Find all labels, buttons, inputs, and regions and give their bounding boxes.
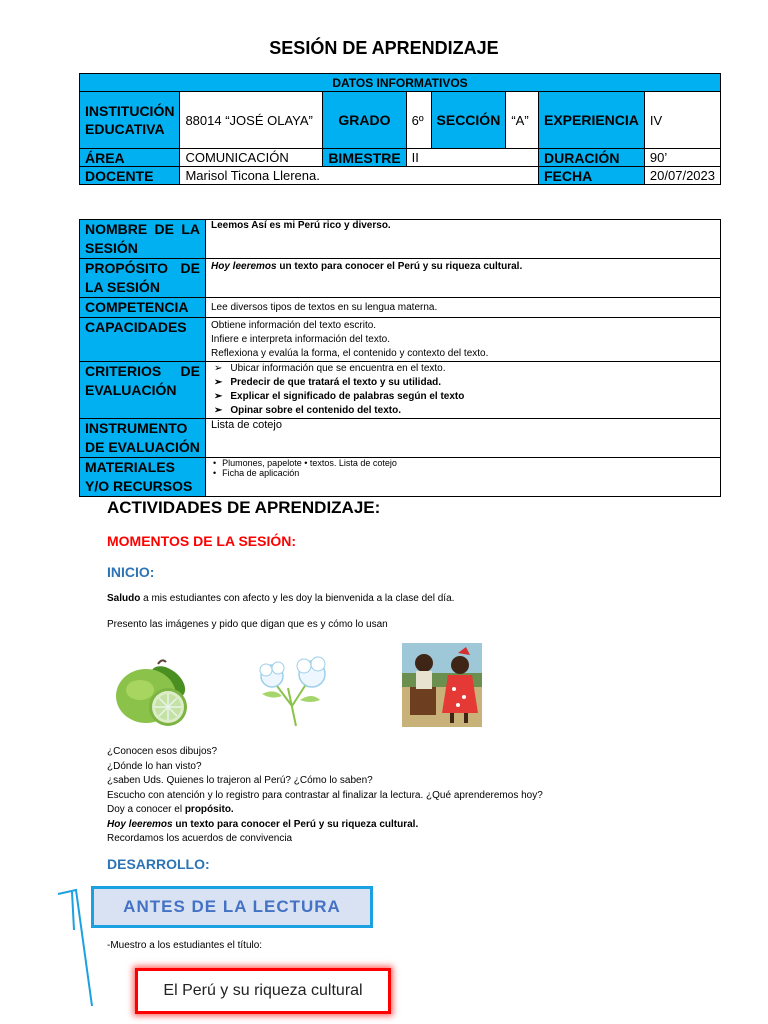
bimestre-label: BIMESTRE — [323, 149, 406, 167]
fecha-value: 20/07/2023 — [644, 167, 720, 185]
titulo-lectura-box: El Perú y su riqueza cultural — [135, 968, 391, 1014]
momentos-heading: MOMENTOS DE LA SESIÓN: — [107, 533, 297, 549]
institucion-label: INSTITUCIÓN EDUCATIVA — [80, 92, 180, 149]
bracket-lines — [56, 886, 96, 1012]
recordamos-line: Recordamos los acuerdos de convivencia — [107, 833, 293, 844]
duracion-value: 90’ — [644, 149, 720, 167]
criterio-item: ➢ Explicar el significado de palabras según el texto — [214, 390, 715, 404]
capacidad-item: Infiere e interpreta información del texto. — [211, 334, 390, 345]
nombre-label: NOMBRE DE LA SESIÓN — [80, 220, 206, 259]
capacidades-label: CAPACIDADES — [80, 318, 206, 362]
materiales-value — [206, 458, 721, 497]
saludo-text: a mis estudiantes con afecto y les doy la bienvenida a la clase del día. — [140, 593, 455, 604]
experiencia-value: IV — [644, 92, 720, 149]
criterio-item: ➢ Opinar sobre el contenido del texto. — [214, 404, 715, 418]
seccion-value: “A” — [506, 92, 539, 149]
afroperuvian-dancers-image — [402, 643, 482, 727]
institucion-value: 88014 “JOSÉ OLAYA” — [180, 92, 323, 149]
grado-value: 6º — [406, 92, 431, 149]
sesion-table — [79, 219, 721, 497]
proposito-emphasis: Hoy leeremos — [211, 261, 277, 272]
grado-label: GRADO — [323, 92, 406, 149]
limes-image — [106, 652, 198, 728]
criterio-item: ➢ Predecir de que tratará el texto y su utilidad. — [214, 376, 715, 390]
area-label: ÁREA — [80, 149, 180, 167]
antes-de-la-lectura-banner: ANTES DE LA LECTURA — [91, 886, 373, 928]
pregunta-line: ¿Dónde lo han visto? — [107, 760, 202, 772]
competencia-value: Lee diversos tipos de textos en su lengua materna. — [206, 298, 721, 318]
pregunta-line: Escucho con atención y lo registro para contrastar al finalizar la lectura. ¿Qué aprenderemos hoy? — [107, 789, 543, 801]
desarrollo-heading: DESARROLLO: — [107, 856, 210, 872]
docente-label: DOCENTE — [80, 167, 180, 185]
criterios-label: CRITERIOS DE EVALUACIÓN — [80, 362, 206, 419]
materiales-label: MATERIALES Y/O RECURSOS — [80, 458, 206, 497]
seccion-label: SECCIÓN — [431, 92, 506, 149]
hoy-text: un texto para conocer el Perú y su riqueza cultural. — [172, 818, 419, 830]
pregunta-line: ¿Conocen esos dibujos? — [107, 746, 218, 757]
proposito-label: PROPÓSITO DE LA SESIÓN — [80, 259, 206, 298]
docente-value: Marisol Ticona Llerena. — [180, 167, 539, 185]
proposito-text: un texto para conocer el Perú y su riqueza cultural. — [276, 261, 523, 272]
capacidades-value — [206, 318, 721, 362]
instrumento-value: Lista de cotejo — [206, 419, 721, 458]
hoy-emphasis: Hoy leeremos — [107, 818, 173, 830]
capacidad-item: Reflexiona y evalúa la forma, el contenido y contexto del texto. — [211, 348, 489, 359]
instrumento-label: INSTRUMENTO DE EVALUACIÓN — [80, 419, 206, 458]
actividades-heading: ACTIVIDADES DE APRENDIZAJE: — [107, 498, 381, 517]
preguntas-block — [107, 745, 543, 847]
criterio-item: ➢ Ubicar información que se encuentra en el texto. — [214, 362, 715, 376]
document-title: SESIÓN DE APRENDIZAJE — [269, 38, 499, 58]
doy-a-conocer-text: Doy a conocer el — [107, 804, 185, 815]
pregunta-line: ¿saben Uds. Quienes lo trajeron al Perú? ¿Cómo lo saben? — [107, 775, 373, 786]
area-value: COMUNICACIÓN — [180, 149, 323, 167]
saludo-line — [107, 592, 454, 607]
presento-line: Presento las imágenes y pido que digan que es y cómo lo usan — [107, 619, 388, 630]
saludo-bold: Saludo — [107, 593, 141, 604]
hoy-leeremos-line — [107, 818, 543, 833]
criterios-value — [206, 362, 721, 419]
cotton-image — [252, 648, 334, 728]
bimestre-value: II — [406, 149, 538, 167]
datos-informativos-table — [79, 73, 721, 185]
material-item: • Plumones, papelote • textos. Lista de cotejo — [213, 458, 715, 468]
duracion-label: DURACIÓN — [538, 149, 644, 167]
muestro-line: -Muestro a los estudiantes el título: — [107, 940, 263, 951]
fecha-label: FECHA — [538, 167, 644, 185]
experiencia-label: EXPERIENCIA — [538, 92, 644, 149]
doy-a-conocer-line — [107, 803, 543, 818]
proposito-value — [206, 259, 721, 298]
proposito-word: propósito. — [184, 804, 234, 815]
material-item: • Ficha de aplicación — [213, 468, 715, 478]
nombre-value: Leemos Así es mi Perú rico y diverso. — [206, 220, 721, 259]
competencia-label: COMPETENCIA — [80, 298, 206, 318]
datos-header: DATOS INFORMATIVOS — [80, 74, 721, 92]
capacidad-item: Obtiene información del texto escrito. — [211, 320, 377, 331]
inicio-heading: INICIO: — [107, 564, 155, 580]
